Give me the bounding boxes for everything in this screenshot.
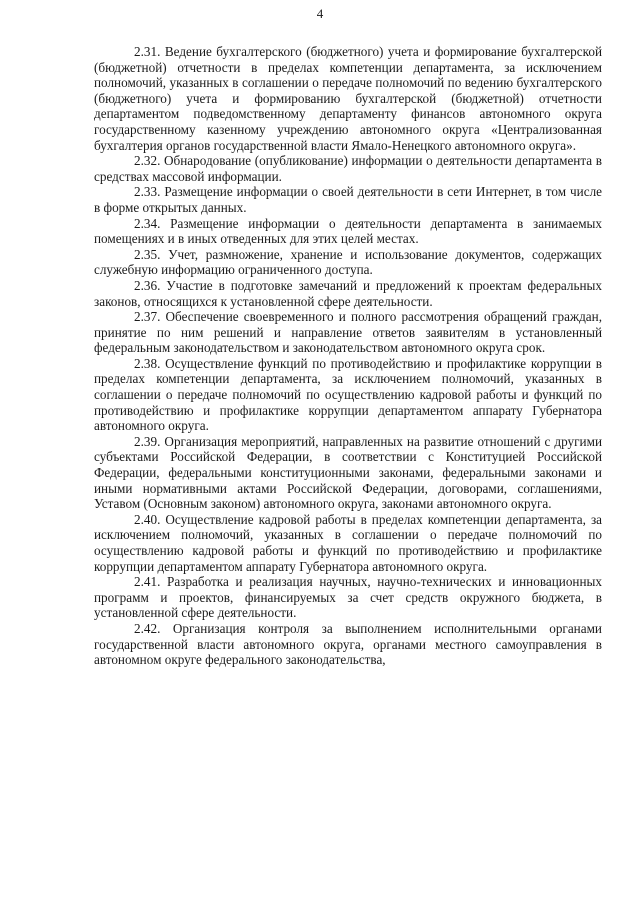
paragraph-number: 2.39.	[134, 433, 161, 449]
paragraph-number: 2.36.	[134, 277, 161, 293]
paragraph-2-35	[94, 247, 602, 278]
paragraph-2-34	[94, 216, 602, 247]
paragraph-number: 2.41.	[134, 574, 161, 590]
paragraph-text: Участие в подготовке замечаний и предложений к проектам федеральных законов, относящихся к установленной сфере деятельности.	[94, 277, 603, 309]
paragraph-2-32	[94, 153, 602, 184]
paragraph-text: Осуществление функций по противодействию и профилактике коррупции в пределах компетенции департамента, за исключением полномочий, указанных в соглашении о передаче полномочий по осуществлению кадровой работы и функций по противодействию и профилактике коррупции департаментом аппарату Губернатора автономного округа.	[94, 355, 602, 434]
paragraph-text: Ведение бухгалтерского (бюджетного) учета и формирование бухгалтерской (бюджетной) отчетности в пределах компетенции департамента, за исключением полномочий, указанных в соглашении о передаче полномочий по ведению бухгалтерского (бюджетного) учета и формированию бухгалтерской (бюджетной) отчетности департаментом подведомственному департаменту финансов автономного округа государственному казенному учреждению автономного округа «Централизованная бухгалтерия органов государственной власти Ямало-Ненецкого автономного округа».	[94, 44, 603, 153]
paragraph-number: 2.32.	[134, 153, 161, 169]
paragraph-number: 2.35.	[134, 246, 161, 262]
paragraph-2-31	[94, 44, 602, 153]
paragraph-number: 2.40.	[134, 511, 161, 527]
paragraph-2-33	[94, 184, 602, 215]
paragraph-2-41	[94, 574, 602, 621]
paragraph-text: Разработка и реализация научных, научно-технических и инновационных программ и проектов, финансируемых за счет средств окружного бюджета, в установленной сфере деятельности.	[94, 574, 603, 621]
paragraph-2-36	[94, 278, 602, 309]
paragraph-number: 2.34.	[134, 215, 161, 231]
paragraph-text: Обеспечение своевременного и полного рассмотрения обращений граждан, принятие по ним решений и направление ответов заявителям в установленный федеральным законодательством и законодательством автономного округа срок.	[94, 309, 603, 356]
paragraph-number: 2.42.	[134, 620, 161, 636]
paragraph-2-37	[94, 309, 602, 356]
paragraph-2-40	[94, 512, 602, 574]
paragraph-2-42	[94, 621, 602, 668]
paragraph-text: Обнародование (опубликование) информации о деятельности департамента в средствах массовой информации.	[94, 153, 602, 184]
paragraph-2-39	[94, 434, 602, 512]
paragraph-text: Размещение информации о деятельности департамента в занимаемых помещениях и в иных отведенных для этих целей местах.	[94, 215, 602, 247]
paragraph-text: Размещение информации о своей деятельности в сети Интернет, в том числе в форме открытых данных.	[94, 184, 603, 215]
paragraph-text: Осуществление кадровой работы в пределах компетенции департамента, за исключением полномочий, указанных в соглашении о передаче полномочий по осуществлению кадровой работы и функций по противодействию и профилактике коррупции департаментом аппарату Губернатора автономного округа.	[94, 511, 603, 574]
paragraph-text: Организация мероприятий, направленных на развитие отношений с другими субъектами Российской Федерации, в соответствии с Конституцией Российской Федерации, федеральными конституционными законами, федеральными законами и иными нормативными актами Российской Федерации, договорами, соглашениями, Уставом (Основным законом) автономного округа, законами автономного округа.	[94, 433, 603, 512]
paragraph-2-38	[94, 356, 602, 434]
paragraph-text: Учет, размножение, хранение и использование документов, содержащих служебную информацию ограниченного доступа.	[94, 246, 603, 278]
page-number: 4	[316, 6, 324, 21]
document-body	[94, 44, 602, 668]
paragraph-number: 2.38.	[134, 355, 161, 371]
paragraph-number: 2.37.	[134, 309, 161, 325]
paragraph-number: 2.31.	[134, 44, 161, 59]
paragraph-text: Организация контроля за выполнением исполнительными органами государственной власти автономного округа, органами местного самоуправления в автономном округе федерального законодательства,	[94, 620, 602, 668]
paragraph-number: 2.33.	[134, 184, 161, 200]
